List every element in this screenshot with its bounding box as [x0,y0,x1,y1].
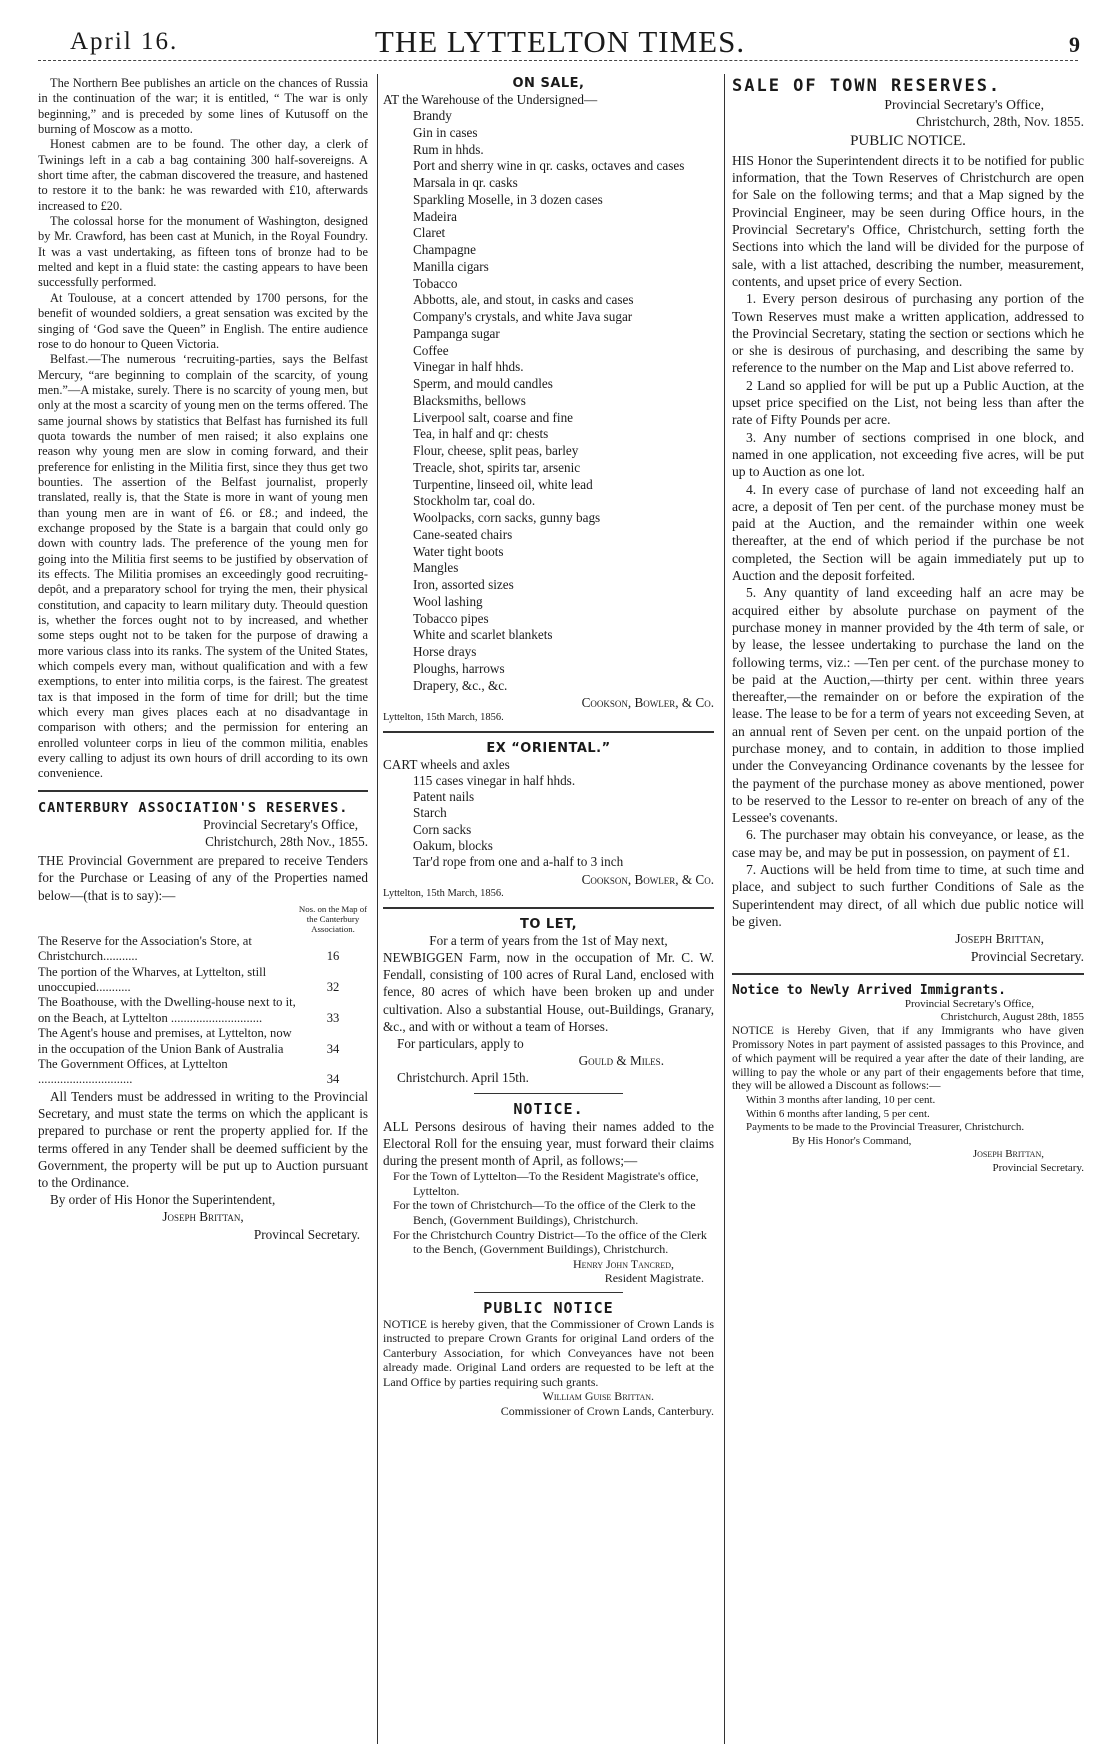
canterbury-office: Provincial Secretary's Office, [203,816,358,832]
list-item: Drapery, &c., &c. [413,677,508,693]
list-item: Rum in hhds. [413,141,484,157]
canterbury-date: Christchurch, 28th Nov., 1855. [205,834,368,850]
public-notice-signer: William Guise Brittan. [542,1389,654,1404]
list-item: Tobacco pipes [413,610,489,626]
sale-term: 6. The purchaser may obtain his conveyance, or lease, as the case may be, and may be put in possession, on payment of £1. [732,827,1084,860]
list-item: Oakum, blocks [413,838,493,854]
list-item: Iron, assorted sizes [413,577,514,593]
list-item: Marsala in qr. casks [413,175,518,191]
immigrants-heading: Notice to Newly Arrived Immigrants. [732,982,1006,998]
immigrants-payments: Payments to be made to the Provincial Treasurer, Christchurch. [746,1121,1025,1134]
reserve-number: 34 [326,1072,340,1087]
table-row [38,965,368,996]
list-item: For the Town of Lyttelton—To the Resident Magistrate's office, Lyttelton. [393,1169,699,1198]
list-item: Horse drays [413,644,477,660]
list-item: Tar'd rope from one and a-half to 3 inch [413,854,624,870]
sale-signer-title: Provincial Secretary. [970,948,1084,964]
list-item: Madeira [413,208,457,224]
table-row [38,1026,368,1057]
list-item: Tea, in half and qr: chests [413,426,549,442]
to-let-apply: For particulars, apply to [397,1036,524,1052]
reserve-label: The Government Offices, at Lyttelton .............................. [38,1057,228,1087]
electoral-notice [383,1100,714,1286]
canterbury-heading: CANTERBURY ASSOCIATION'S RESERVES. [38,799,349,816]
newspaper-title: THE LYTTELTON TIMES. [374,24,746,59]
list-item: Port and sherry wine in qr. casks, octaves and cases [413,158,685,174]
list-item: Tobacco [413,275,458,291]
list-item: Flour, cheese, split peas, barley [413,443,579,459]
immigrants-command: By His Honor's Command, [792,1134,912,1147]
canterbury-signer: Joseph Brittan, [162,1209,244,1225]
list-item: Cane-seated chairs [413,526,513,542]
article-toulouse-concert: At Toulouse, at a concert attended by 1700 persons, for the benefit of wounded soldiers, a great sensation was excited by the singing of ‘God save the Queen” in English. The entire audience rose to do honour to Queen Victoria. [38,290,368,351]
list-item: Ploughs, harrows [413,660,505,676]
section-divider [732,973,1084,975]
notice-lines [383,1169,714,1257]
page-number: 9 [1069,32,1080,57]
list-item: Within 6 months after landing, 5 per cent. [746,1107,930,1120]
reserve-number: 34 [326,1041,340,1056]
list-item: Starch [413,805,447,821]
list-item: Blacksmiths, bellows [413,392,526,408]
right-column [732,76,1084,1175]
immigrants-office: Provincial Secretary's Office, [904,997,1034,1010]
crown-grants-notice [383,1299,714,1419]
list-item: Claret [413,225,446,241]
list-item: Liverpool salt, coarse and fine [413,409,574,425]
reserve-label: The Reserve for the Association's Store, at Christchurch........... [38,933,252,964]
reserve-label: The Agent's house and premises, at Lyttelton, now in the occupation of the Union Bank of Australia [38,1026,292,1056]
map-number-header: Nos. on the Map of the Canterbury Association. [298,903,368,934]
to-let-body: NEWBIGGEN Farm, now in the occupation of Mr. C. W. Fendall, consisting of 100 acres of Rural Land, enclosed with fence, 80 acres of which have been broken up and under cultivation. Also a substantial House, out-Buildings, Granary, &c., and with or without a team of Horses. [383,950,714,1034]
reserve-number: 33 [326,1010,340,1025]
section-divider [474,1093,623,1094]
oriental-advert [383,741,714,899]
to-let-advert [383,917,714,1087]
table-row [38,934,368,965]
immigrants-body: NOTICE is Hereby Given, that if any Immigrants who have given Promissory Notes in part payment of assisted passages to this Province, and of which payment will be required a year after the date of their landing, are willing to pay the whole or any part of their engagements before that time, they will be allowed a Discount as follows:— [732,1024,1084,1093]
header-rule [38,60,1078,61]
list-item: Woolpacks, corn sacks, gunny bags [413,510,601,526]
list-item: Treacle, shot, spirits tar, arsenic [413,459,581,475]
sale-date: Christchurch, 28th, Nov. 1855. [916,114,1084,130]
list-item: Within 3 months after landing, 10 per cent. [746,1094,936,1107]
sale-term: 1. Every person desirous of purchasing any portion of the Town Reserves must make a written application, addressed to the Provincial Secretary, stating the section or sections which he or she is desirous of purchasing, and describing the same by reference to the number on the Map and List above referred to. [732,291,1084,376]
notice-signer: Henry John Tancred, [572,1256,674,1271]
list-item: White and scarlet blankets [413,627,553,643]
column-rule-right [724,74,725,1744]
list-item: Pampanga sugar [413,325,500,341]
sale-term: 7. Auctions will be held from time to time, at such time and place, and subject to such further Conditions of Sale as the Superintendent may direct, of all which due public notice will be given. [732,862,1084,929]
reserve-label: The Boathouse, with the Dwelling-house next to it, on the Beach, at Lyttelton ............................. [38,995,296,1025]
list-item: Stockholm tar, coal do. [413,493,536,509]
list-item: Champagne [413,242,476,258]
article-northern-bee: The Northern Bee publishes an article on the chances of Russia in the continuation of the war; it is entitled, “ The war is only beginning,” and is preceded by some lines of Kutusoff on the burning of Moscow as a motto. [38,76,368,137]
canterbury-reserves-notice [38,800,368,1243]
list-item: For the town of Christchurch—To the office of the Clerk to the Bench, (Government Buildings), Christchurch. [393,1198,696,1228]
discount-lines [732,1094,1084,1121]
list-item: For the Christchurch Country District—To the office of the Clerk to the Bench, (Government Buildings), Christchurch. [393,1227,707,1257]
reserve-number: 16 [326,949,340,964]
sale-heading: SALE OF TOWN RESERVES. [732,76,1002,96]
to-let-signer: Gould & Miles. [578,1053,664,1069]
section-divider [383,731,714,733]
list-item: Sparkling Moselle, in 3 dozen cases [413,191,603,207]
canterbury-signer-title: Provincal Secretary. [253,1226,360,1242]
sale-intro: HIS Honor the Superintendent directs it to be notified for public information, that the Town Reserves of Christchurch are open for Sale on the following terms; and that a Map signed by the Provincial Engineer, may be seen during Office hours, in the Provincial Secretary's Office, Christchurch, setting forth the Sections into which the land will be divided for the purpose of sale, with a list attached, describing the number, measurement, contents, and upset price of every Section. [732,152,1084,289]
oriental-date: Lyttelton, 15th March, 1856. [383,887,504,899]
canterbury-intro: THE Provincial Government are prepared to receive Tenders for the Purchase or Leasing of any of the Properties named below—(that is to say):— [38,853,368,903]
article-honest-cabmen: Honest cabmen are to be found. The other day, a clerk of Twinings left in a cab a bag containing 300 half-sovereigns. A short time after, the cabman discovered the treasure, and hastened to restore it to the bank: he was rewarded with £10, afterwards increased to £20. [38,137,368,213]
list-item: Water tight boots [413,543,504,559]
on-sale-signer: Cookson, Bowler, & Co. [581,695,714,711]
sale-term: 2 Land so applied for will be put up a Public Auction, at the upset price specified on the List, not being less than after the rate of Fifty Pounds per acre. [732,377,1084,428]
list-item: Manilla cigars [413,258,489,274]
immigrants-date: Christchurch, August 28th, 1855 [940,1011,1084,1024]
reserve-number: 32 [326,980,340,995]
immigrants-notice [732,983,1084,1176]
reserve-label: The portion of the Wharves, at Lyttelton, still unoccupied........... [38,964,267,995]
list-item: Sperm, and mould candles [413,376,553,392]
oriental-heading: EX “ORIENTAL.” [486,740,611,756]
list-item: Patent nails [413,789,475,805]
list-item: Coffee [413,342,449,358]
on-sale-date: Lyttelton, 15th March, 1856. [383,711,504,723]
public-notice-heading: PUBLIC NOTICE [483,1298,614,1317]
public-notice-body: NOTICE is hereby given, that the Commissioner of Crown Lands is instructed to prepare Crown Grants for original Land orders of the Canterbury Association, for which Conveyances have not been already made. Original Land orders are requested to be left at the Land Office by parties requiring such grants. [383,1316,714,1389]
notice-heading: NOTICE. [513,1099,584,1118]
town-reserves-notice [732,76,1084,965]
list-item: Corn sacks [413,821,472,837]
column-rule-left [377,74,378,1744]
list-item: Wool lashing [413,593,483,609]
article-belfast-recruiting: Belfast.—The numerous ‘recruiting-parties, says the Belfast Mercury, “are beginning to complain of the scarcity, of young men.”—A mistake, surely. There is no scarcity of young men, but only at the most a scarcity of young men on the terms offered. The same journal shows by statistics that Belfast has furnished its full quota towards the number of men raised; it also explains one reason why young men are slow in coming forward, and their preference for enlisting in the Militia first, since they thus get two bounties. The assertion of the Belfast journalist, properly translated, really is, that the State is more in want of young men than young men are in want of £6. or £8.; and indeed, the exchange proposed by the State is a bargain that could only go down with country lads. The preference of the young men for going into the Militia first seems to be justified by observation of its effects. The Militia promises an exceedingly good recruiting-depôt, and a preparatory school for trying the men, their physical constitution, and capacity to learn military duty. Theould question is, whether the forces ought not to by increased, and whether some steps ought not to be taken for the purpose of drawing a more various class into its ranks. The system of the United States, which compels every man, without qualification and with a few exemptions, to enter into militia corps, is the fairest. The greatest tax is that imposed in the form of time for drill; but the time which every man gives places each at no disadvantage in comparison with others; and the permission for entering an enrolled volunteer corps in lieu of the common militia, enables every calling to adjust its own hours of drill according to its own convenience. [38,352,368,781]
to-let-heading: TO LET, [519,916,578,932]
notice-signer-title: Resident Magistrate. [604,1271,704,1286]
list-item: Abbotts, ale, and stout, in casks and cases [413,292,634,308]
immigrants-signer-title: Provincial Secretary. [992,1161,1084,1174]
on-sale-heading: ON SALE, [512,76,585,91]
notice-body: ALL Persons desirous of having their names added to the Electoral Roll for the ensuing year, must forward their claims during the present month of April, as follows;— [383,1118,714,1169]
sale-public-notice: PUBLIC NOTICE. [850,132,966,149]
sale-signer: Joseph Brittan, [955,931,1044,947]
sale-term: 4. In every case of purchase of land not exceeding half an acre, a deposit of Ten per cent. of the purchase money must be paid at the Auction, and the remainder within one week thereafter, at the end of which period if the purchase be not completed, the Section will be again immediately put up to Auction and the deposit forfeited. [732,481,1084,584]
oriental-signer: Cookson, Bowler, & Co. [581,871,714,887]
list-item: Company's crystals, and white Java sugar [413,309,633,325]
list-item: Turpentine, linseed oil, white lead [413,476,593,492]
public-notice-signer-title: Commissioner of Crown Lands, Canterbury. [500,1403,714,1418]
on-sale-advert [383,76,714,723]
middle-column [383,76,714,1418]
issue-date: April 16. [70,28,179,55]
list-item: Mangles [413,560,459,576]
left-column [38,76,368,1243]
oriental-items [383,773,714,871]
table-row [38,1057,368,1088]
section-divider [383,907,714,909]
list-item: Gin in cases [413,124,478,140]
to-let-date: Christchurch. April 15th. [397,1070,529,1086]
list-item: Brandy [413,108,452,124]
table-row [38,995,368,1026]
list-item: 115 cases vinegar in half hhds. [413,772,576,788]
section-divider [38,790,368,792]
by-order-text: By order of His Honor the Superintendent, [50,1192,276,1208]
on-sale-intro: AT the Warehouse of the Undersigned— [383,92,598,107]
sale-office: Provincial Secretary's Office, [884,97,1044,112]
list-item: Vinegar in half hhds. [413,359,524,375]
oriental-intro: CART wheels and axles [383,756,510,772]
sale-term: 5. Any quantity of land exceeding half an acre may be acquired either by absolute purchase on payment of the purchase money in manner provided by the 4th term of sale, or by lease, the lessee undertaking to purchase the land on the following terms, viz.: —Ten per cent. of the purchase money to be paid at the Auction,—thirty per cent. within three years thereafter,—the remainder on or before the expiration of the lease. The lease to be for a term of years not exceeding Seven, at an annual rent of Seven per cent. on the unpaid portion of the purchase money, and to contain, in addition to those implied under the Conveyancing Ordinance covenants by the lessee for the payment of the purchase money as above mentioned, power to be reserved to the Lessor to re-enter on breach of any of the Lessee's covenants. [732,585,1084,826]
article-washington-monument: The colossal horse for the monument of Washington, designed by Mr. Crawford, has been cast at Munich, in the Royal Foundry. It was a vast undertaking, as fifteen tons of bronze had to be melted and kept in a fluid state: the casting appears to have been successfully performed. [38,214,368,290]
section-divider [474,1292,623,1293]
sale-term: 3. Any number of sections comprised in one block, and named in one application, not exceeding five acres, will be put up to Auction as one lot. [732,429,1084,480]
table-header-row [38,904,368,934]
tenders-text: All Tenders must be addressed in writing to the Provincial Secretary, and must state the terms on which the applicant is prepared to purchase or rent the property applied for. If the terms offered in any Tender shall be deemed sufficient by the Government, the property will be put up to Auction pursuant to the Ordinance. [38,1088,368,1190]
page-header [40,18,1080,64]
reserves-table [38,904,368,1088]
on-sale-items [383,108,714,694]
to-let-sub: For a term of years from the 1st of May next, [429,932,668,948]
immigrants-signer: Joseph Brittan, [972,1148,1044,1161]
